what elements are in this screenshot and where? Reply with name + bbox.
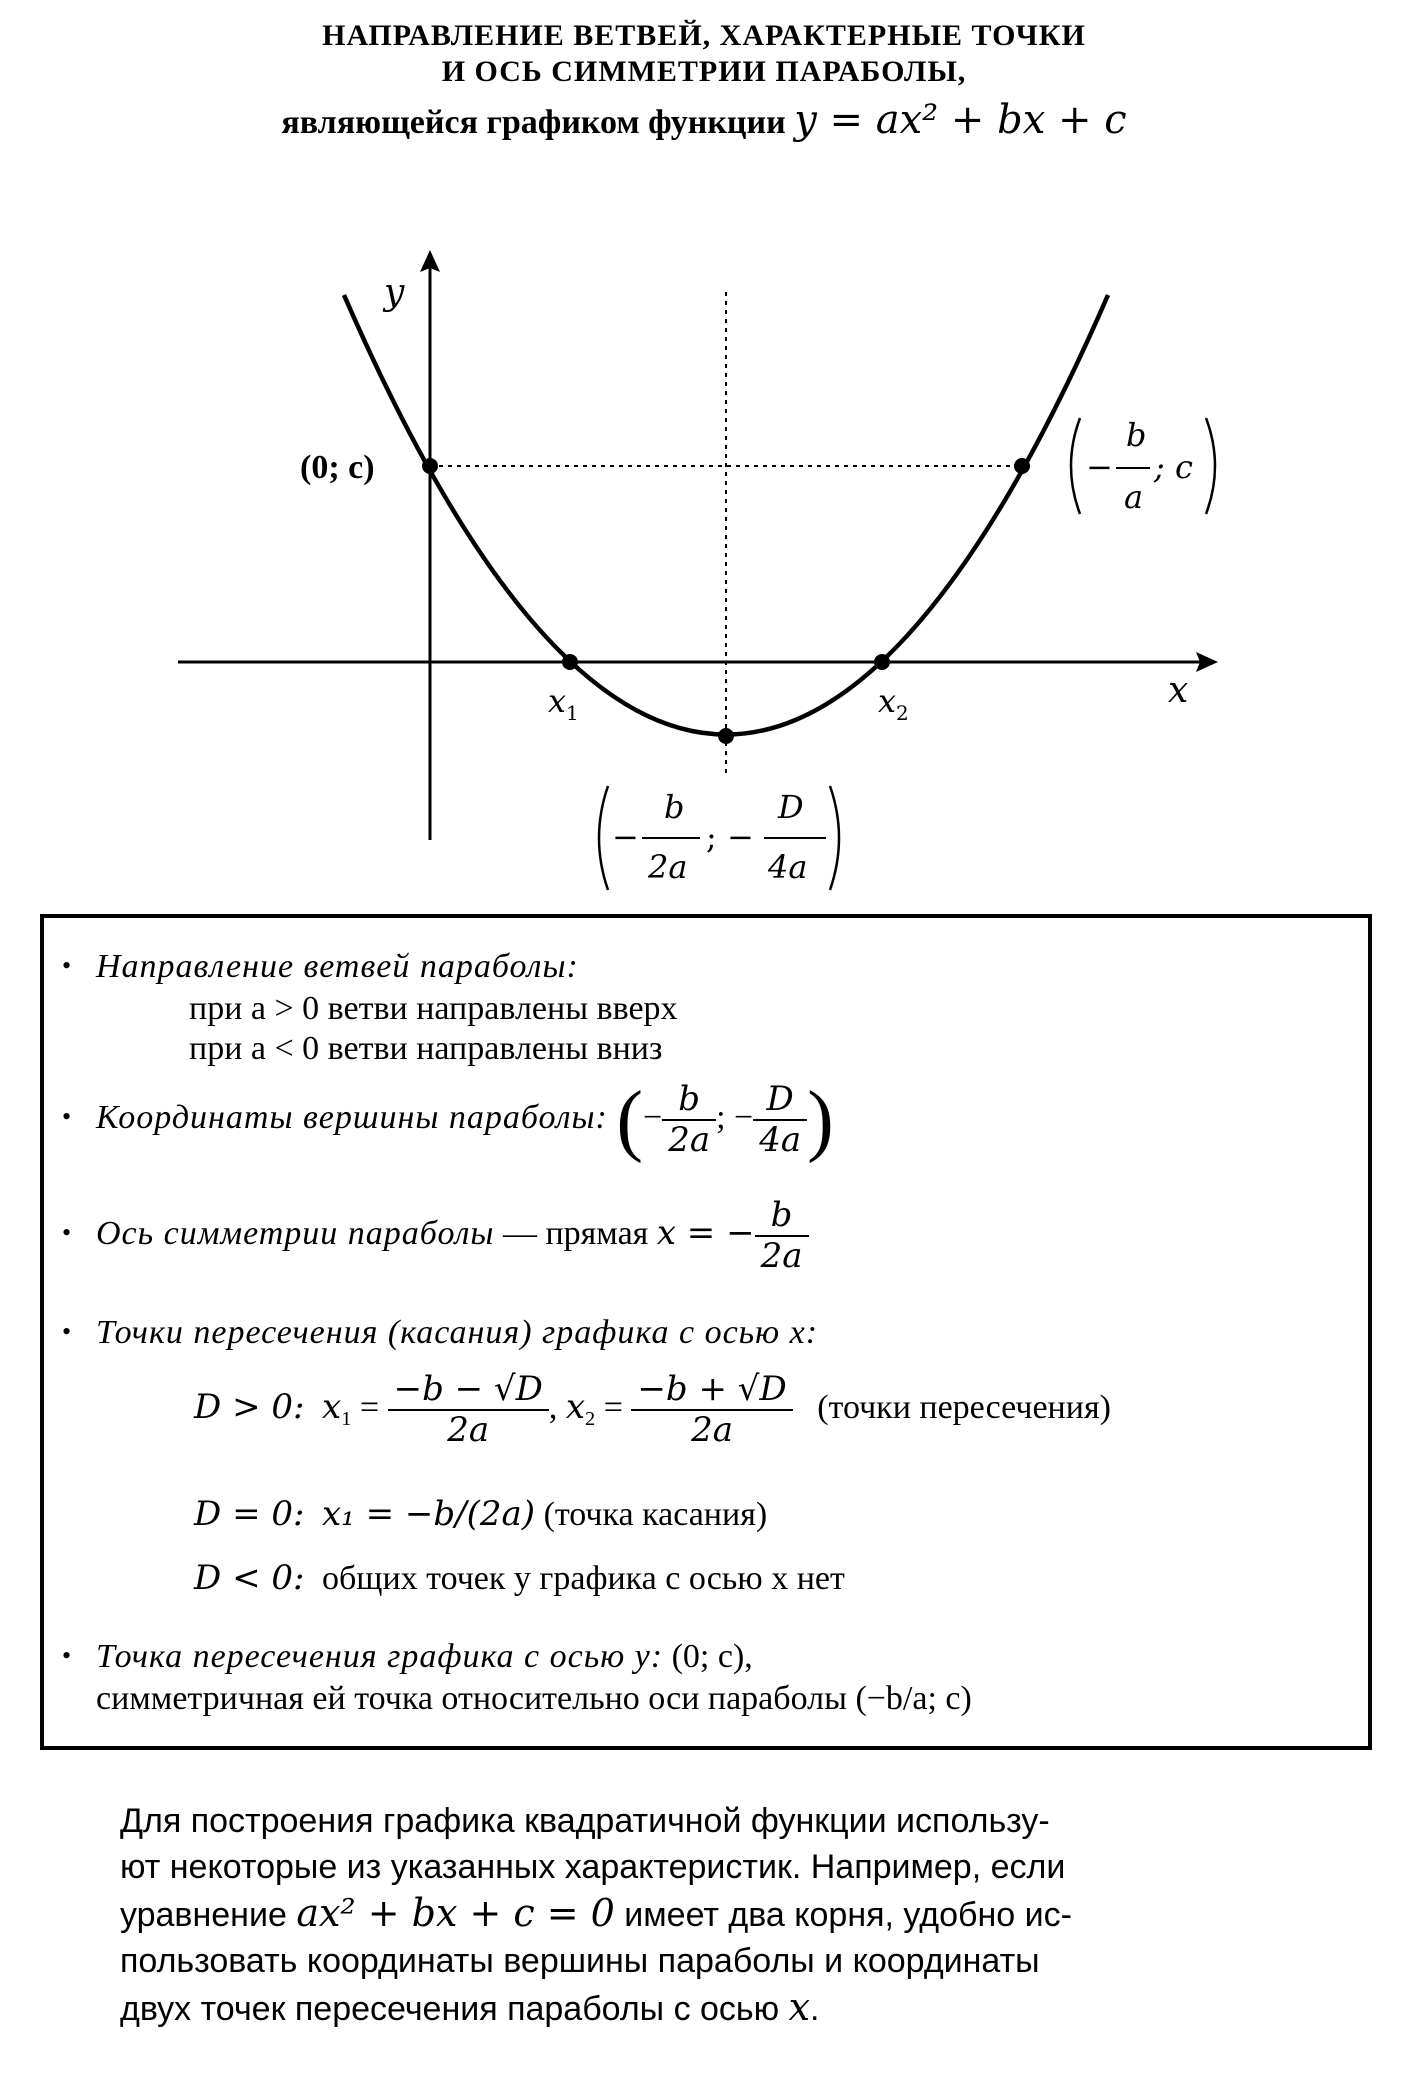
properties-box	[40, 914, 1372, 1750]
vertex-frac-2-den: 4a	[759, 1120, 802, 1161]
para-line-3-pre: уравнение	[120, 1896, 297, 1934]
axis-dash: — прямая	[494, 1214, 657, 1252]
x1-formula-den: 2a	[447, 1410, 490, 1451]
vertex-frac-1-den: 2a	[668, 1120, 711, 1161]
x1-var: x	[548, 682, 567, 720]
x1-formula-num: −b − √D	[388, 1370, 549, 1411]
vertex-num-1: b	[664, 788, 685, 826]
vertex-heading: Координаты вершины параболы:	[96, 1098, 608, 1136]
axis-frac	[755, 1196, 809, 1276]
section-intersections	[62, 1314, 818, 1352]
para-line-4: пользовать координаты вершины параболы и координаты	[120, 1942, 1040, 1980]
axis-lhs: x = −	[656, 1212, 755, 1253]
section-vertex	[62, 1076, 834, 1165]
vertex-den-2: 4a	[768, 848, 808, 886]
intersections-heading: Точки пересечения (касания) графика с осью x:	[96, 1314, 819, 1351]
title-line-3-text: являющейся графиком функции	[281, 104, 786, 141]
branches-down: при a < 0 ветви направлены вниз	[189, 1030, 663, 1067]
point-x2	[874, 654, 890, 670]
section-y-intersection	[62, 1638, 753, 1676]
para-line-2: ют некоторые из указанных характеристик. Например, если	[120, 1848, 1066, 1886]
bullet-icon: •	[62, 1317, 72, 1346]
x2-subscript: 2	[896, 701, 909, 725]
title-line-1: НАПРАВЛЕНИЕ ВЕТВЕЙ, ХАРАКТЕРНЫЕ ТОЧКИ	[322, 19, 1086, 52]
axis-heading: Ось симметрии параболы	[96, 1214, 495, 1252]
row2-formula: x₁ = −b/(2a)	[322, 1494, 536, 1534]
vertex-frac-2	[753, 1080, 807, 1160]
x1-subscript: 1	[566, 701, 579, 725]
para-line-3-post: имеет два корня, удобно ис-	[614, 1896, 1072, 1934]
vertex-left-paren	[599, 786, 608, 890]
sym-right-paren	[1206, 418, 1215, 514]
row3-text: общих точек у графика с осью x нет	[322, 1560, 845, 1597]
bullet-icon: •	[62, 1101, 72, 1131]
x-axis-label: x	[1168, 670, 1189, 711]
vertex-sep: ; −	[716, 1098, 754, 1136]
branches-up: при a > 0 ветви направлены вверх	[189, 990, 678, 1027]
cond-d-negative: D < 0:	[194, 1558, 305, 1598]
parabola-graph	[0, 0, 1408, 900]
row1-eq2: =	[595, 1388, 623, 1426]
para-equation: ax² + bx + c = 0	[296, 1891, 615, 1935]
x1-formula-frac	[388, 1370, 549, 1450]
row2-note: (точка касания)	[543, 1496, 768, 1533]
para-line-3	[120, 1890, 1310, 1938]
para-line-5-post: .	[810, 1990, 820, 2028]
para-line-5	[120, 1984, 1310, 2032]
title-line-2: И ОСЬ СИММЕТРИИ ПАРАБОЛЫ,	[441, 55, 967, 88]
sym-den: a	[1124, 478, 1144, 516]
sym-sep: ; c	[1154, 448, 1193, 486]
vertex-label	[599, 786, 839, 890]
y-intersection-value: (0; c),	[663, 1638, 753, 1675]
x2-formula-den: 2a	[691, 1410, 734, 1451]
row1-x2-sub: 2	[585, 1408, 596, 1431]
parabola-curve	[344, 295, 1108, 735]
sym-point-label	[1071, 416, 1215, 516]
para-line-1: Для построения графика квадратичной функции использу-	[120, 1802, 1050, 1840]
sym-left-paren	[1071, 418, 1080, 514]
point-c	[422, 458, 438, 474]
y-axis-label: y	[384, 272, 405, 313]
y-intersection-heading: Точка пересечения графика с осью y:	[96, 1638, 664, 1675]
point-x1	[562, 654, 578, 670]
row1-eq1: =	[351, 1388, 380, 1426]
point-c-label: (0; c)	[300, 449, 375, 486]
closing-paragraph	[120, 1798, 1310, 2032]
section-axis	[62, 1196, 809, 1276]
para-line-5-pre: двух точек пересечения параболы с осью	[120, 1990, 789, 2028]
x2-var: x	[878, 682, 897, 720]
x2-formula-num: −b + √D	[631, 1370, 792, 1411]
row1-x1-sub: 1	[341, 1408, 352, 1431]
vertex-minus-1: −	[612, 818, 639, 856]
title-formula: y = ax² + bx + c	[794, 97, 1127, 143]
x2-label	[878, 682, 909, 725]
vertex-num-2: D	[778, 788, 804, 826]
bullet-icon: •	[62, 1217, 72, 1247]
bullet-icon: •	[62, 951, 72, 980]
vertex-minus: −	[643, 1098, 663, 1136]
cond-d-zero: D = 0:	[194, 1494, 305, 1534]
vertex-frac-2-num: D	[753, 1080, 807, 1121]
y-intersection-line2: симметричная ей точка относительно оси параболы (−b/a; c)	[96, 1680, 972, 1717]
vertex-paren-left: (	[616, 1076, 644, 1165]
cond-d-positive: D > 0:	[194, 1386, 305, 1427]
vertex-frac-1	[662, 1080, 716, 1160]
vertex-paren-right: )	[807, 1076, 834, 1165]
row-d-negative	[194, 1558, 845, 1598]
vertex-sep: ; −	[706, 818, 754, 856]
para-line-5-x: x	[788, 1985, 811, 2029]
point-vertex	[718, 728, 734, 744]
row1-x1: x	[322, 1386, 342, 1427]
axis-frac-den: 2a	[760, 1236, 803, 1277]
row1-note: (точки пересечения)	[817, 1388, 1111, 1426]
x2-formula-frac	[631, 1370, 792, 1450]
vertex-den-1: 2a	[648, 848, 688, 886]
row1-comma: ,	[548, 1388, 558, 1426]
row-d-zero	[194, 1494, 767, 1534]
vertex-frac-1-num: b	[662, 1080, 716, 1121]
axis-frac-num: b	[755, 1196, 809, 1237]
sym-minus: −	[1086, 448, 1113, 486]
row-d-positive	[194, 1370, 1111, 1450]
bullet-icon: •	[62, 1641, 72, 1670]
row1-x2: x	[565, 1386, 586, 1427]
x1-label	[548, 682, 579, 725]
point-sym	[1014, 458, 1030, 474]
branches-heading: Направление ветвей параболы:	[96, 948, 579, 985]
sym-num: b	[1126, 416, 1147, 454]
vertex-right-paren	[830, 786, 839, 890]
section-branches	[62, 948, 579, 986]
